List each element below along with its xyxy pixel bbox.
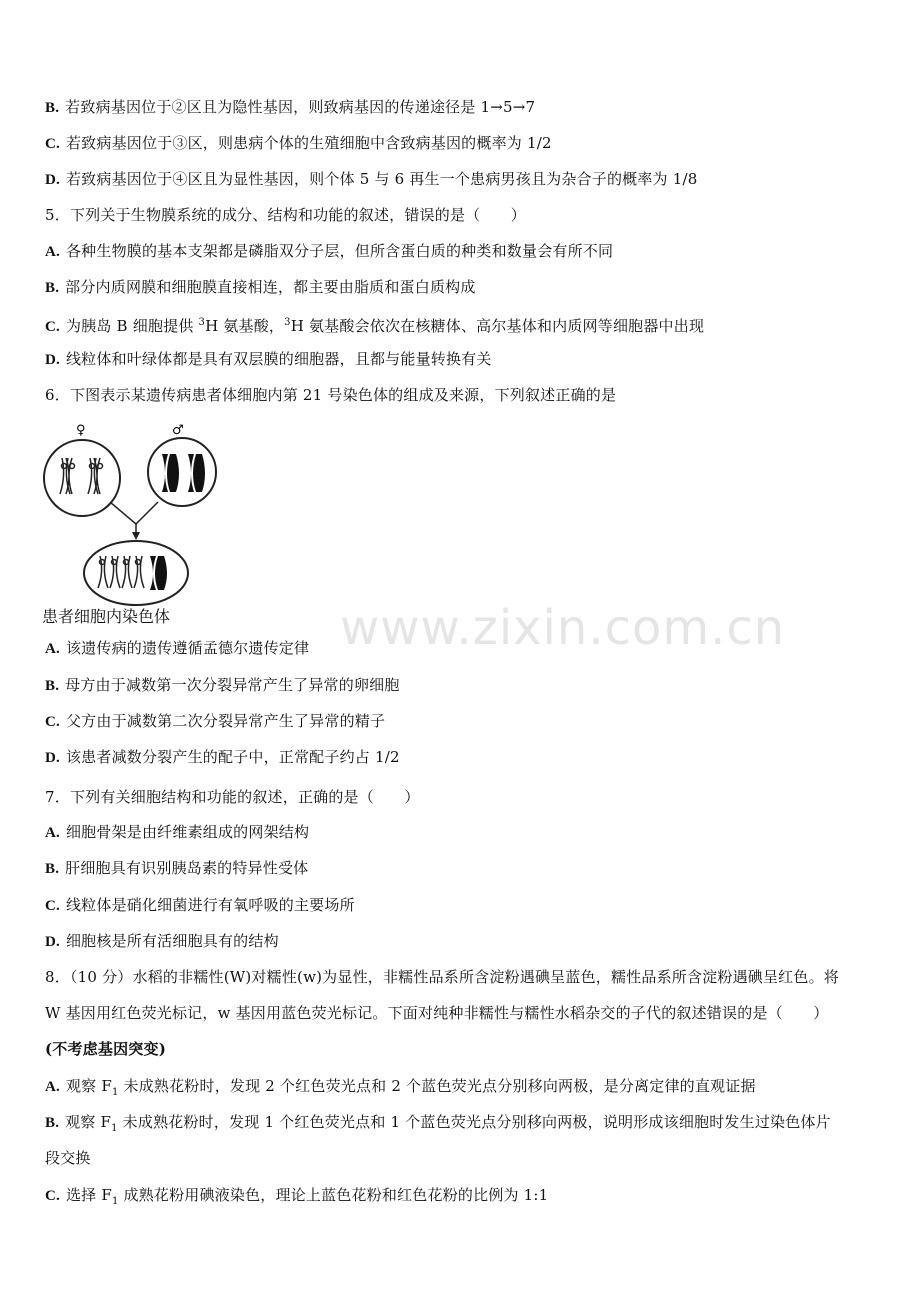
male-symbol: ♂ — [172, 423, 184, 438]
mother-cell — [44, 440, 120, 516]
q7-option-d: D. 细胞核是所有活细胞具有的结构 — [45, 932, 279, 950]
question-5: 5．下列关于生物膜系统的成分、结构和功能的叙述，错误的是（ ） — [45, 206, 526, 224]
arrow-head-icon — [132, 532, 140, 540]
question-8-line-2: W 基因用红色荧光标记，w 基因用蓝色荧光标记。下面对纯种非糯性与糯性水稻杂交的子代的叙述错误的是（ ） — [45, 1004, 829, 1022]
q7-option-b: B. 肝细胞具有识别胰岛素的特异性受体 — [45, 859, 309, 877]
father-cell — [148, 438, 216, 506]
q7-option-a: A. 细胞骨架是由纤维素组成的网架结构 — [45, 823, 310, 841]
q5-option-c: C. 为胰岛 B 细胞提供 $^3$H 氨基酸，$^3$H 氨基酸会依次在核糖体、高尔基体和内质网等细胞器中出现 — [45, 317, 705, 335]
chromosome-diagram — [40, 418, 240, 608]
question-8-line-3: (不考虑基因突变) — [45, 1040, 166, 1058]
q5-option-d: D. 线粒体和叶绿体都是具有双层膜的细胞器，且都与能量转换有关 — [45, 350, 492, 368]
figure-caption: 患者细胞内染色体 — [42, 607, 171, 626]
merge-lines — [110, 502, 158, 524]
q8-option-a: A. 观察 $F_1$ 未成熟花粉时，发现 2 个红色荧光点和 2 个蓝色荧光点分别移向两极，是分离定律的直观证据 — [45, 1077, 756, 1098]
q6-option-d: D. 该患者减数分裂产生的配子中，正常配子约占 1/2 — [45, 748, 400, 766]
q5-option-b: B. 部分内质网膜和细胞膜直接相连，都主要由脂质和蛋白质构成 — [45, 278, 476, 296]
father-chromosomes — [162, 454, 205, 492]
q8-option-b-continued: 段交换 — [45, 1149, 91, 1167]
patient-black-chromosomes — [150, 556, 167, 590]
q5-option-a: A. 各种生物膜的基本支架都是磷脂双分子层，但所含蛋白质的种类和数量会有所不同 — [45, 242, 614, 260]
q6-option-a: A. 该遗传病的遗传遵循孟德尔遗传定律 — [45, 639, 310, 657]
q8-option-b: B. 观察 $F_1$ 未成熟花粉时，发现 1 个红色荧光点和 1 个蓝色荧光点分别移向两极，说明形成该细胞时发生过染色体片 — [45, 1113, 831, 1134]
chromosome-figure — [40, 418, 240, 633]
option-d: D. 若致病基因位于④区且为显性基因，则个体 5 与 6 再生一个患病男孩且为杂合子的概率为 1/8 — [45, 170, 698, 188]
question-6: 6．下图表示某遗传病患者体细胞内第 21 号染色体的组成及来源，下列叙述正确的是 — [45, 386, 617, 404]
female-symbol: ♀ — [76, 423, 86, 438]
patient-cell — [84, 541, 188, 605]
mother-chromosomes — [60, 458, 103, 494]
option-b: B. 若致病基因位于②区且为隐性基因，则致病基因的传递途径是 1→5→7 — [45, 98, 536, 116]
q7-option-c: C. 线粒体是硝化细菌进行有氧呼吸的主要场所 — [45, 896, 355, 914]
option-c: C. 若致病基因位于③区，则患病个体的生殖细胞中含致病基因的概率为 1/2 — [45, 134, 552, 152]
patient-chromosomes — [98, 556, 144, 588]
q6-option-b: B. 母方由于减数第一次分裂异常产生了异常的卵细胞 — [45, 676, 400, 694]
q8-option-c: C. 选择 $F_1$ 成熟花粉用碘液染色，理论上蓝色花粉和红色花粉的比例为 1:1 — [45, 1186, 549, 1207]
watermark: www.zixin.com.cn — [340, 600, 786, 656]
question-7: 7．下列有关细胞结构和功能的叙述，正确的是（ ） — [45, 788, 420, 806]
question-8-line-1: 8．（10 分）水稻的非糯性(W)对糯性(w)为显性，非糯性品系所含淀粉遇碘呈蓝色，糯性品系所含淀粉遇碘呈红色。将 — [45, 968, 839, 986]
q6-option-c: C. 父方由于减数第二次分裂异常产生了异常的精子 — [45, 712, 386, 730]
